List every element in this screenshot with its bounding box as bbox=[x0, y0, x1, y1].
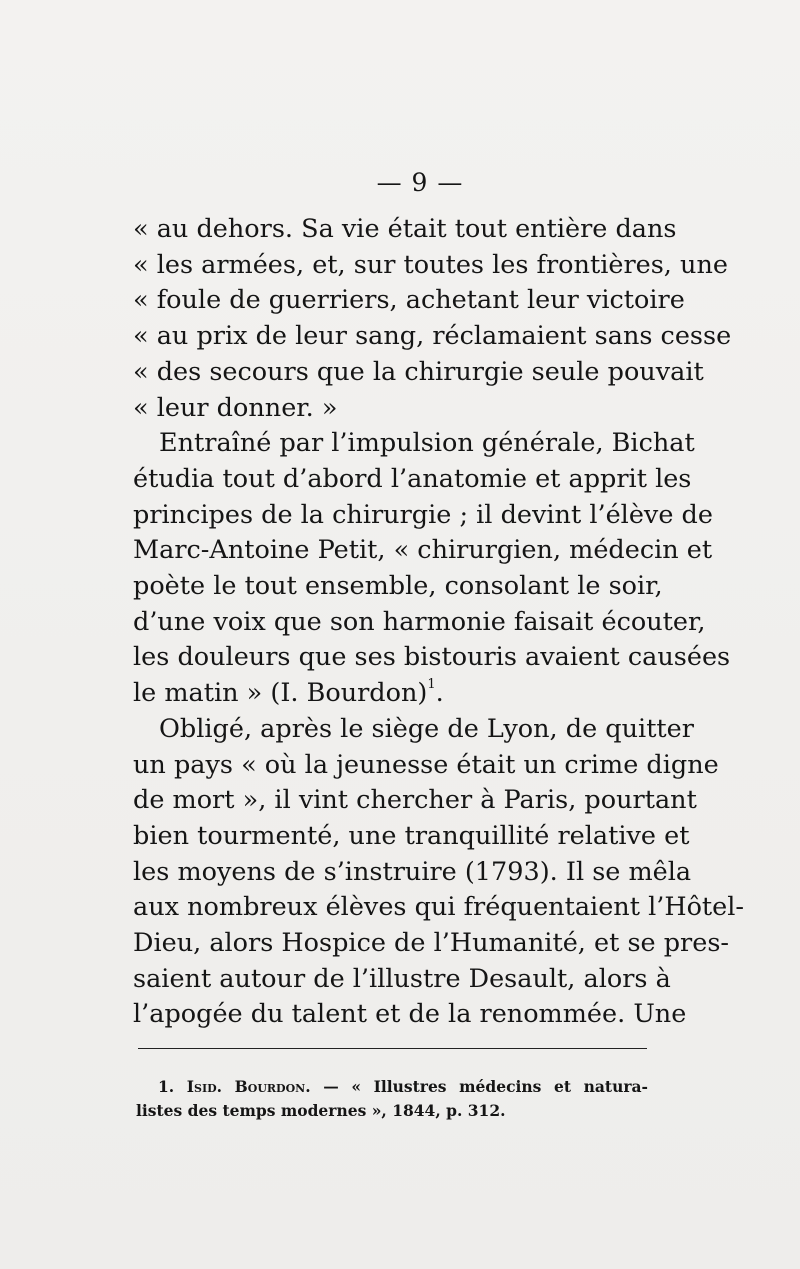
text-line: les moyens de s’instruire (1793). Il se mêla bbox=[133, 856, 692, 887]
text-line: poète le tout ensemble, consolant le soir, bbox=[133, 571, 663, 602]
text-line: « au dehors. Sa vie était tout entière dans bbox=[133, 214, 677, 244]
text-line: Obligé, après le siège de Lyon, de quitter bbox=[159, 713, 694, 744]
text-line: « des secours que la chirurgie seule pouvait bbox=[133, 356, 704, 387]
text-line: Entraîné par l’impulsion générale, Bichat bbox=[159, 428, 695, 459]
text-line: de mort », il vint chercher à Paris, pourtant bbox=[133, 785, 697, 816]
paragraph-bichat-training bbox=[133, 426, 731, 712]
text-line-with-note: le matin » (I. Bourdon)$^1$. bbox=[133, 677, 444, 709]
footnote-divider bbox=[138, 1048, 647, 1049]
footnote-line: listes des temps modernes », 1844, p. 312. bbox=[136, 1101, 506, 1120]
footnote-number: 1. bbox=[158, 1077, 175, 1096]
text-line: un pays « où la jeunesse était un crime digne bbox=[133, 749, 719, 780]
body-text bbox=[133, 212, 745, 1033]
footnote-line bbox=[158, 1075, 648, 1099]
text-line: bien tourmenté, une tranquillité relative et bbox=[133, 820, 690, 851]
text-line: « les armées, et, sur toutes les frontières, une bbox=[133, 249, 728, 280]
page-number: — 9 — bbox=[376, 168, 464, 197]
text-line: Marc-Antoine Petit, « chirurgien, médecin et bbox=[133, 535, 713, 566]
text-line: les douleurs que ses bistouris avaient causées bbox=[133, 642, 731, 673]
paragraph-quotation bbox=[133, 212, 732, 426]
footnote-title: — « Illustres médecins et natura- bbox=[323, 1077, 648, 1096]
text-line: « au prix de leur sang, réclamaient sans cesse bbox=[133, 321, 732, 352]
footnote-author: Isid. Bourdon. bbox=[186, 1077, 311, 1096]
text-line: Dieu, alors Hospice de l’Humanité, et se pres- bbox=[133, 928, 730, 959]
text-line: saient autour de l’illustre Desault, alors à bbox=[133, 963, 671, 994]
footnote bbox=[136, 1075, 648, 1123]
text-line: d’une voix que son harmonie faisait écouter, bbox=[133, 606, 706, 637]
text-line: « foule de guerriers, achetant leur victoire bbox=[133, 285, 685, 316]
text-line: étudia tout d’abord l’anatomie et apprit les bbox=[133, 463, 692, 494]
text-line: aux nombreux élèves qui fréquentaient l’Hôtel- bbox=[133, 892, 745, 923]
text-line: le matin » (I. Bourdon) bbox=[133, 678, 428, 709]
text-line: l’apogée du talent et de la renommée. Une bbox=[133, 999, 687, 1030]
text-line: principes de la chirurgie ; il devint l’élève de bbox=[133, 499, 713, 530]
footnote-reference[interactable]: 1 bbox=[427, 677, 436, 693]
paragraph-lyon-paris bbox=[133, 712, 745, 1033]
text-line: « leur donner. » bbox=[133, 392, 338, 423]
